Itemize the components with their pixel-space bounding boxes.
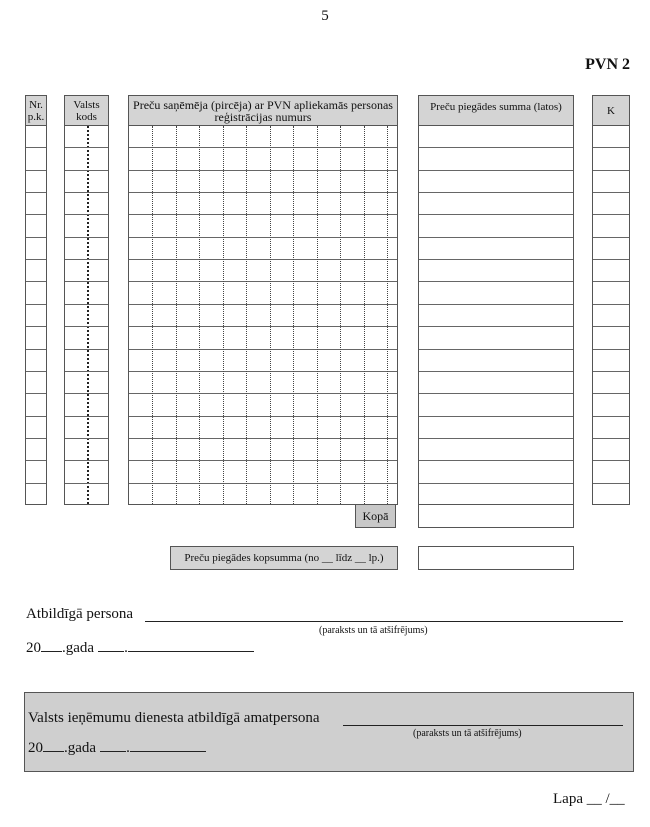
reg-number-cell-divider bbox=[176, 126, 177, 504]
row-divider bbox=[26, 349, 46, 350]
row-divider bbox=[26, 147, 46, 148]
row-divider bbox=[65, 259, 108, 260]
row-divider bbox=[593, 438, 629, 439]
official-date bbox=[28, 740, 206, 757]
grand-total-field[interactable] bbox=[418, 546, 574, 570]
row-divider bbox=[26, 192, 46, 193]
row-divider bbox=[129, 259, 397, 260]
official-signature-caption: (paraksts un tā atšifrējums) bbox=[413, 728, 522, 739]
responsible-date-day-blank[interactable] bbox=[98, 651, 124, 652]
column-supply-sum[interactable] bbox=[418, 125, 574, 505]
official-date-year-prefix: 20 bbox=[28, 740, 43, 756]
header-country-label: Valsts kods bbox=[73, 98, 100, 123]
row-divider bbox=[26, 281, 46, 282]
row-divider bbox=[65, 147, 108, 148]
row-divider bbox=[26, 326, 46, 327]
row-divider bbox=[419, 416, 573, 417]
page-number: 5 bbox=[321, 8, 329, 24]
row-divider bbox=[593, 237, 629, 238]
row-divider bbox=[129, 416, 397, 417]
responsible-person-label: Atbildīgā persona bbox=[26, 606, 134, 622]
row-divider bbox=[593, 304, 629, 305]
row-divider bbox=[129, 281, 397, 282]
row-divider bbox=[129, 438, 397, 439]
reg-number-cell-divider bbox=[223, 126, 224, 504]
responsible-date-year-prefix: 20 bbox=[26, 640, 41, 656]
row-divider bbox=[129, 170, 397, 171]
official-date-month-blank[interactable] bbox=[130, 751, 206, 752]
row-divider bbox=[129, 326, 397, 327]
row-divider bbox=[65, 170, 108, 171]
official-date-year-blank[interactable] bbox=[43, 751, 64, 752]
header-recipient-reg-number bbox=[128, 95, 398, 126]
responsible-date-dot: . bbox=[124, 640, 128, 656]
row-divider bbox=[65, 438, 108, 439]
row-divider bbox=[593, 416, 629, 417]
row-divider bbox=[65, 393, 108, 394]
header-nr-label: Nr. p.k. bbox=[27, 98, 45, 123]
official-date-day-blank[interactable] bbox=[100, 751, 126, 752]
row-divider bbox=[593, 460, 629, 461]
grand-total-label: Preču piegādes kopsumma (no __ līdz __ lp.) bbox=[170, 546, 398, 570]
page-counter: Lapa __ /__ bbox=[553, 791, 625, 807]
reg-number-cell-divider bbox=[293, 126, 294, 504]
responsible-date-gada: .gada bbox=[62, 640, 95, 656]
row-divider bbox=[65, 483, 108, 484]
row-divider bbox=[26, 259, 46, 260]
column-recipient-reg-number[interactable] bbox=[128, 125, 398, 505]
responsible-date-month-blank[interactable] bbox=[128, 651, 254, 652]
row-divider bbox=[593, 170, 629, 171]
row-divider bbox=[593, 326, 629, 327]
row-divider bbox=[419, 349, 573, 350]
official-date-gada: .gada bbox=[64, 740, 97, 756]
row-divider bbox=[26, 371, 46, 372]
row-divider bbox=[129, 214, 397, 215]
row-divider bbox=[65, 460, 108, 461]
row-divider bbox=[26, 483, 46, 484]
header-country-code bbox=[64, 95, 109, 126]
row-divider bbox=[26, 460, 46, 461]
row-divider bbox=[593, 214, 629, 215]
header-recipient-label: Preču saņēmēja (pircēja) ar PVN apliekamās personas reģistrācijas numurs bbox=[133, 97, 393, 124]
official-section bbox=[24, 692, 634, 772]
row-divider bbox=[129, 304, 397, 305]
header-k-label: K bbox=[607, 104, 615, 117]
row-divider bbox=[26, 393, 46, 394]
row-divider bbox=[419, 170, 573, 171]
responsible-date bbox=[26, 640, 254, 657]
row-divider bbox=[26, 170, 46, 171]
row-divider bbox=[419, 259, 573, 260]
official-signature-line[interactable] bbox=[343, 725, 623, 726]
row-divider bbox=[26, 438, 46, 439]
reg-number-cell-divider bbox=[364, 126, 365, 504]
official-label: Valsts ieņēmumu dienesta atbildīgā amatpersona bbox=[28, 710, 320, 726]
reg-number-cell-divider bbox=[340, 126, 341, 504]
country-code-divider bbox=[87, 126, 89, 504]
total-sum-field[interactable] bbox=[418, 504, 574, 528]
row-divider bbox=[65, 416, 108, 417]
form-code: PVN 2 bbox=[585, 56, 630, 73]
row-divider bbox=[419, 371, 573, 372]
row-divider bbox=[419, 192, 573, 193]
row-divider bbox=[419, 304, 573, 305]
row-divider bbox=[129, 237, 397, 238]
row-divider bbox=[65, 214, 108, 215]
row-divider bbox=[26, 416, 46, 417]
row-divider bbox=[419, 147, 573, 148]
row-divider bbox=[419, 326, 573, 327]
official-date-dot: . bbox=[126, 740, 130, 756]
responsible-date-year-blank[interactable] bbox=[41, 651, 62, 652]
row-divider bbox=[593, 147, 629, 148]
reg-number-cell-divider bbox=[199, 126, 200, 504]
row-divider bbox=[419, 237, 573, 238]
row-divider bbox=[593, 371, 629, 372]
column-k[interactable] bbox=[592, 125, 630, 505]
header-k bbox=[592, 95, 630, 126]
row-divider bbox=[593, 349, 629, 350]
reg-number-cell-divider bbox=[387, 126, 388, 504]
row-divider bbox=[129, 460, 397, 461]
row-divider bbox=[26, 214, 46, 215]
responsible-signature-caption: (paraksts un tā atšifrējums) bbox=[319, 625, 428, 636]
responsible-signature-line[interactable] bbox=[145, 621, 623, 622]
row-divider bbox=[129, 147, 397, 148]
row-divider bbox=[129, 483, 397, 484]
row-divider bbox=[129, 393, 397, 394]
row-divider bbox=[26, 304, 46, 305]
row-divider bbox=[129, 371, 397, 372]
header-supply-sum bbox=[418, 95, 574, 126]
row-divider bbox=[593, 393, 629, 394]
column-nr[interactable] bbox=[25, 125, 47, 505]
row-divider bbox=[26, 237, 46, 238]
row-divider bbox=[419, 460, 573, 461]
row-divider bbox=[593, 483, 629, 484]
row-divider bbox=[65, 281, 108, 282]
reg-number-cell-divider bbox=[317, 126, 318, 504]
reg-number-cell-divider bbox=[152, 126, 153, 504]
header-nr bbox=[25, 95, 47, 126]
row-divider bbox=[593, 192, 629, 193]
row-divider bbox=[65, 237, 108, 238]
total-label: Kopā bbox=[355, 504, 396, 528]
column-country-code[interactable] bbox=[64, 125, 109, 505]
row-divider bbox=[65, 192, 108, 193]
row-divider bbox=[419, 281, 573, 282]
row-divider bbox=[419, 438, 573, 439]
row-divider bbox=[593, 281, 629, 282]
row-divider bbox=[593, 259, 629, 260]
row-divider bbox=[419, 483, 573, 484]
row-divider bbox=[65, 326, 108, 327]
reg-number-cell-divider bbox=[270, 126, 271, 504]
header-sum-label: Preču piegādes summa (latos) bbox=[430, 101, 562, 113]
row-divider bbox=[129, 349, 397, 350]
row-divider bbox=[419, 393, 573, 394]
row-divider bbox=[65, 304, 108, 305]
reg-number-cell-divider bbox=[246, 126, 247, 504]
row-divider bbox=[129, 192, 397, 193]
row-divider bbox=[65, 349, 108, 350]
row-divider bbox=[419, 214, 573, 215]
row-divider bbox=[65, 371, 108, 372]
